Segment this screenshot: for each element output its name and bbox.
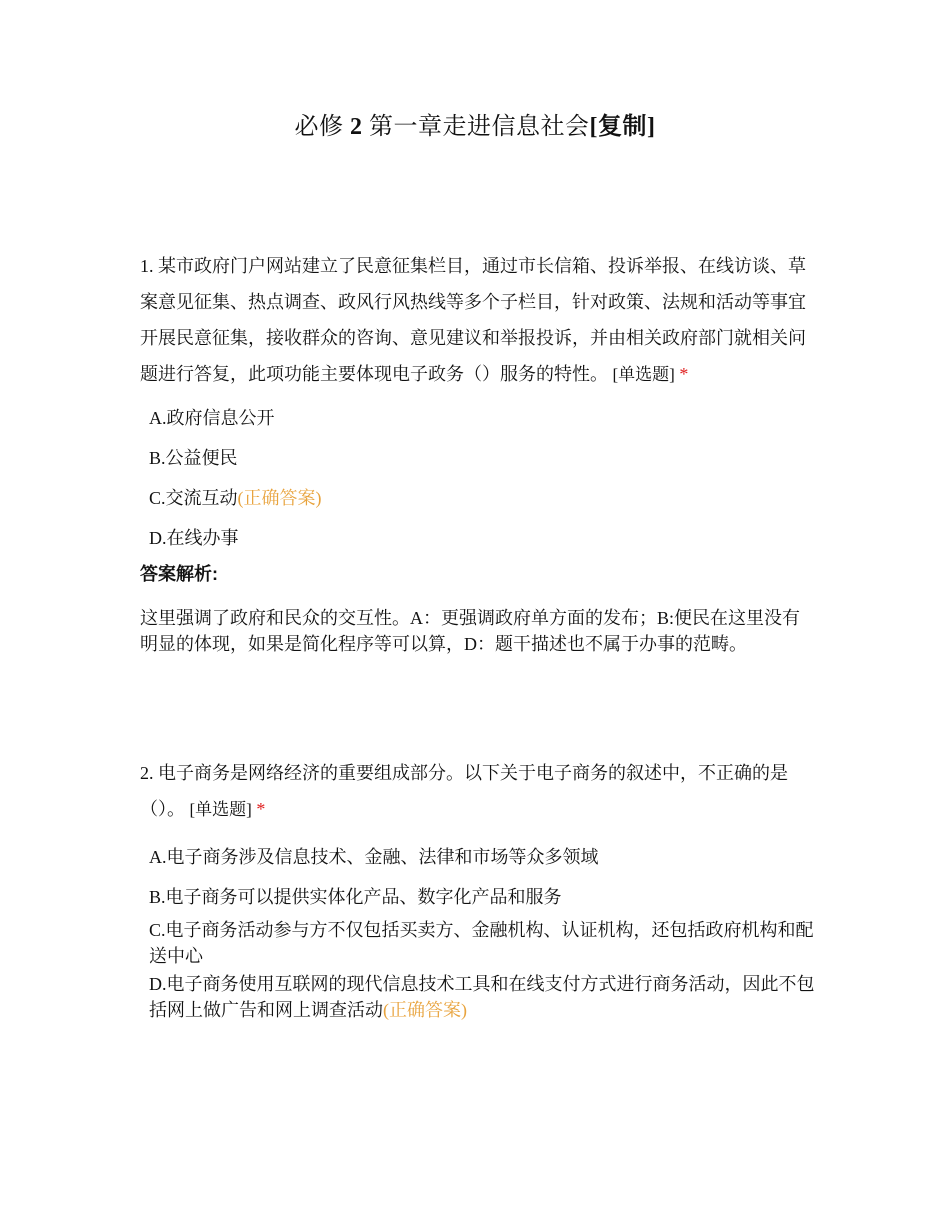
question-2-type: [单选题] xyxy=(189,800,252,819)
question-2-stem xyxy=(140,755,815,828)
option-b[interactable] xyxy=(149,438,815,478)
required-mark: * xyxy=(679,364,689,384)
option-a[interactable] xyxy=(149,837,815,877)
option-c[interactable] xyxy=(149,917,815,969)
question-1-type: [单选题] xyxy=(612,365,675,384)
page-title xyxy=(0,111,950,143)
question-2-options xyxy=(140,837,815,1023)
title-prefix: 必修 xyxy=(294,114,344,140)
correct-answer-tag: (正确答案) xyxy=(237,488,322,508)
title-suffix: [复制] xyxy=(589,114,656,140)
question-2 xyxy=(140,755,815,1025)
question-1-text: 某市政府门户网站建立了民意征集栏目，通过市长信箱、投诉举报、在线访谈、草案意见征集、热点调查、政风行风热线等多个子栏目，针对政策、法规和活动等事宜开展民意征集，接收群众的咨询、意见建议和举报投诉，并由相关政府部门就相关问题进行答复，此项功能主要体现电子政务（）服务的特性。 xyxy=(140,256,806,384)
question-1-options xyxy=(140,398,815,558)
required-mark: * xyxy=(256,799,266,819)
option-a[interactable] xyxy=(149,398,815,438)
correct-answer-tag: (正确答案) xyxy=(383,1000,467,1020)
option-label: B.公益便民 xyxy=(149,448,238,468)
title-main: 第一章走进信息社会 xyxy=(369,114,590,140)
question-1-stem xyxy=(140,248,815,393)
question-2-number: 2. xyxy=(140,763,154,783)
analysis-text: 这里强调了政府和民众的交互性。A：更强调政府单方面的发布；B:便民在这里没有明显的体现，如果是简化程序等可以算，D：题干描述也不属于办事的范畴。 xyxy=(140,608,801,654)
option-d[interactable] xyxy=(149,518,815,558)
analysis-label: 答案解析: xyxy=(140,564,218,584)
option-label: A.电子商务涉及信息技术、金融、法律和市场等众多领域 xyxy=(149,847,599,867)
option-d[interactable] xyxy=(149,971,815,1023)
option-label: A.政府信息公开 xyxy=(149,408,275,428)
question-2-text: 电子商务是网络经济的重要组成部分。以下关于电子商务的叙述中，不正确的是（）。 xyxy=(140,763,788,819)
question-1 xyxy=(140,248,815,657)
question-1-number: 1. xyxy=(140,256,154,276)
option-label: C.电子商务活动参与方不仅包括买卖方、金融机构、认证机构，还包括政府机构和配送中心 xyxy=(149,920,814,966)
option-label: B.电子商务可以提供实体化产品、数字化产品和服务 xyxy=(149,887,562,907)
option-c[interactable] xyxy=(149,478,815,518)
option-label: D.在线办事 xyxy=(149,528,239,548)
option-label: C.交流互动 xyxy=(149,488,238,508)
option-label: D.电子商务使用互联网的现代信息技术工具和在线支付方式进行商务活动，因此不包括网上做广告和网上调查活动 xyxy=(149,974,815,1020)
title-number: 2 xyxy=(350,114,363,140)
option-b[interactable] xyxy=(149,877,815,917)
